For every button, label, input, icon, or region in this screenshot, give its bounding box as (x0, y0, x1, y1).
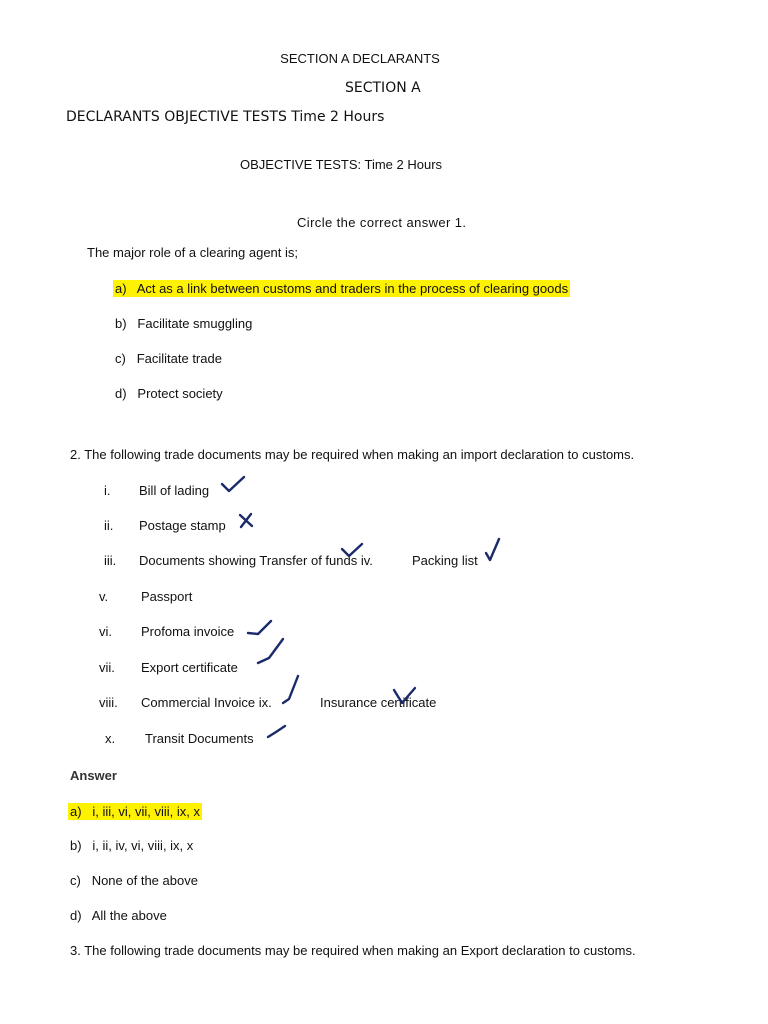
answer-text: i, iii, vi, vii, viii, ix, x (92, 804, 201, 819)
header-top-line: SECTION A DECLARANTS (280, 51, 440, 66)
option-text: Act as a link between customs and traders in the process of clearing goods (136, 281, 569, 296)
cross-mark-icon (237, 512, 255, 530)
instruction-line: Circle the correct answer 1. (297, 215, 467, 230)
option-text: Protect society (137, 386, 223, 401)
check-mark-icon (340, 541, 364, 561)
page-subtitle: DECLARANTS OBJECTIVE TESTS Time 2 Hours (66, 109, 385, 125)
q1-option-d[interactable] (115, 386, 223, 402)
check-mark-icon (484, 537, 502, 565)
q2-item-num: viii. (99, 695, 118, 710)
q2-item-num: i. (104, 483, 111, 498)
q2-item-num: ii. (104, 518, 114, 533)
q2-answer-a[interactable] (70, 804, 202, 820)
option-letter: d) (115, 386, 127, 401)
check-mark-icon (280, 673, 302, 709)
question1-prompt: The major role of a clearing agent is; (87, 245, 298, 260)
q2-item-text: Documents showing Transfer of funds iv. (139, 553, 373, 568)
option-text: Facilitate smuggling (137, 316, 253, 331)
q2-item-num: vii. (99, 660, 115, 675)
option-letter: b) (115, 316, 127, 331)
q2-answer-c[interactable] (70, 873, 198, 889)
q1-option-a[interactable] (115, 281, 570, 297)
q1-option-c[interactable] (115, 351, 222, 367)
q2-item-text: Export certificate (141, 660, 238, 675)
q2-answer-d[interactable] (70, 908, 167, 924)
check-mark-icon (255, 636, 287, 668)
option-letter: a) (115, 281, 127, 296)
q2-item-num: x. (105, 731, 116, 746)
answer-letter: d) (70, 908, 82, 923)
highlighted-answer (113, 280, 570, 297)
answer-letter: b) (70, 838, 82, 853)
q1-option-b[interactable] (115, 316, 252, 332)
q2-item-text: Bill of lading (139, 483, 210, 498)
answer-text: All the above (91, 908, 167, 923)
answer-text: None of the above (91, 873, 198, 888)
answer-text: i, ii, iv, vi, viii, ix, x (92, 838, 194, 853)
q2-item-num: iii. (104, 553, 117, 568)
q2-item-text: Transit Documents (145, 731, 254, 746)
answer-letter: c) (70, 873, 81, 888)
q2-item-extra-text: Insurance certificate (320, 695, 437, 710)
section-title: SECTION A (345, 80, 421, 96)
q2-item-text: Postage stamp (139, 518, 226, 533)
check-mark-icon (220, 474, 246, 496)
q2-item-text: Passport (141, 589, 193, 604)
answer-letter: a) (70, 804, 82, 819)
option-letter: c) (115, 351, 126, 366)
option-text: Facilitate trade (136, 351, 222, 366)
answer-heading: Answer (70, 768, 117, 783)
highlighted-answer (68, 803, 202, 820)
check-mark-icon (392, 685, 418, 709)
q2-item-num: vi. (99, 624, 112, 639)
q2-item-extra-text: Packing list (412, 553, 478, 568)
question3-prompt: 3. The following trade documents may be required when making an Export declaration to customs. (70, 943, 636, 958)
q2-answer-b[interactable] (70, 838, 193, 854)
question2-prompt: 2. The following trade documents may be required when making an import declaration to customs. (70, 447, 635, 462)
q2-item-num: v. (99, 589, 109, 604)
q2-item-text: Profoma invoice (141, 624, 235, 639)
q2-item-text: Commercial Invoice ix. (141, 695, 272, 710)
objective-tests-line: OBJECTIVE TESTS: Time 2 Hours (240, 157, 443, 172)
check-mark-icon (266, 722, 288, 744)
